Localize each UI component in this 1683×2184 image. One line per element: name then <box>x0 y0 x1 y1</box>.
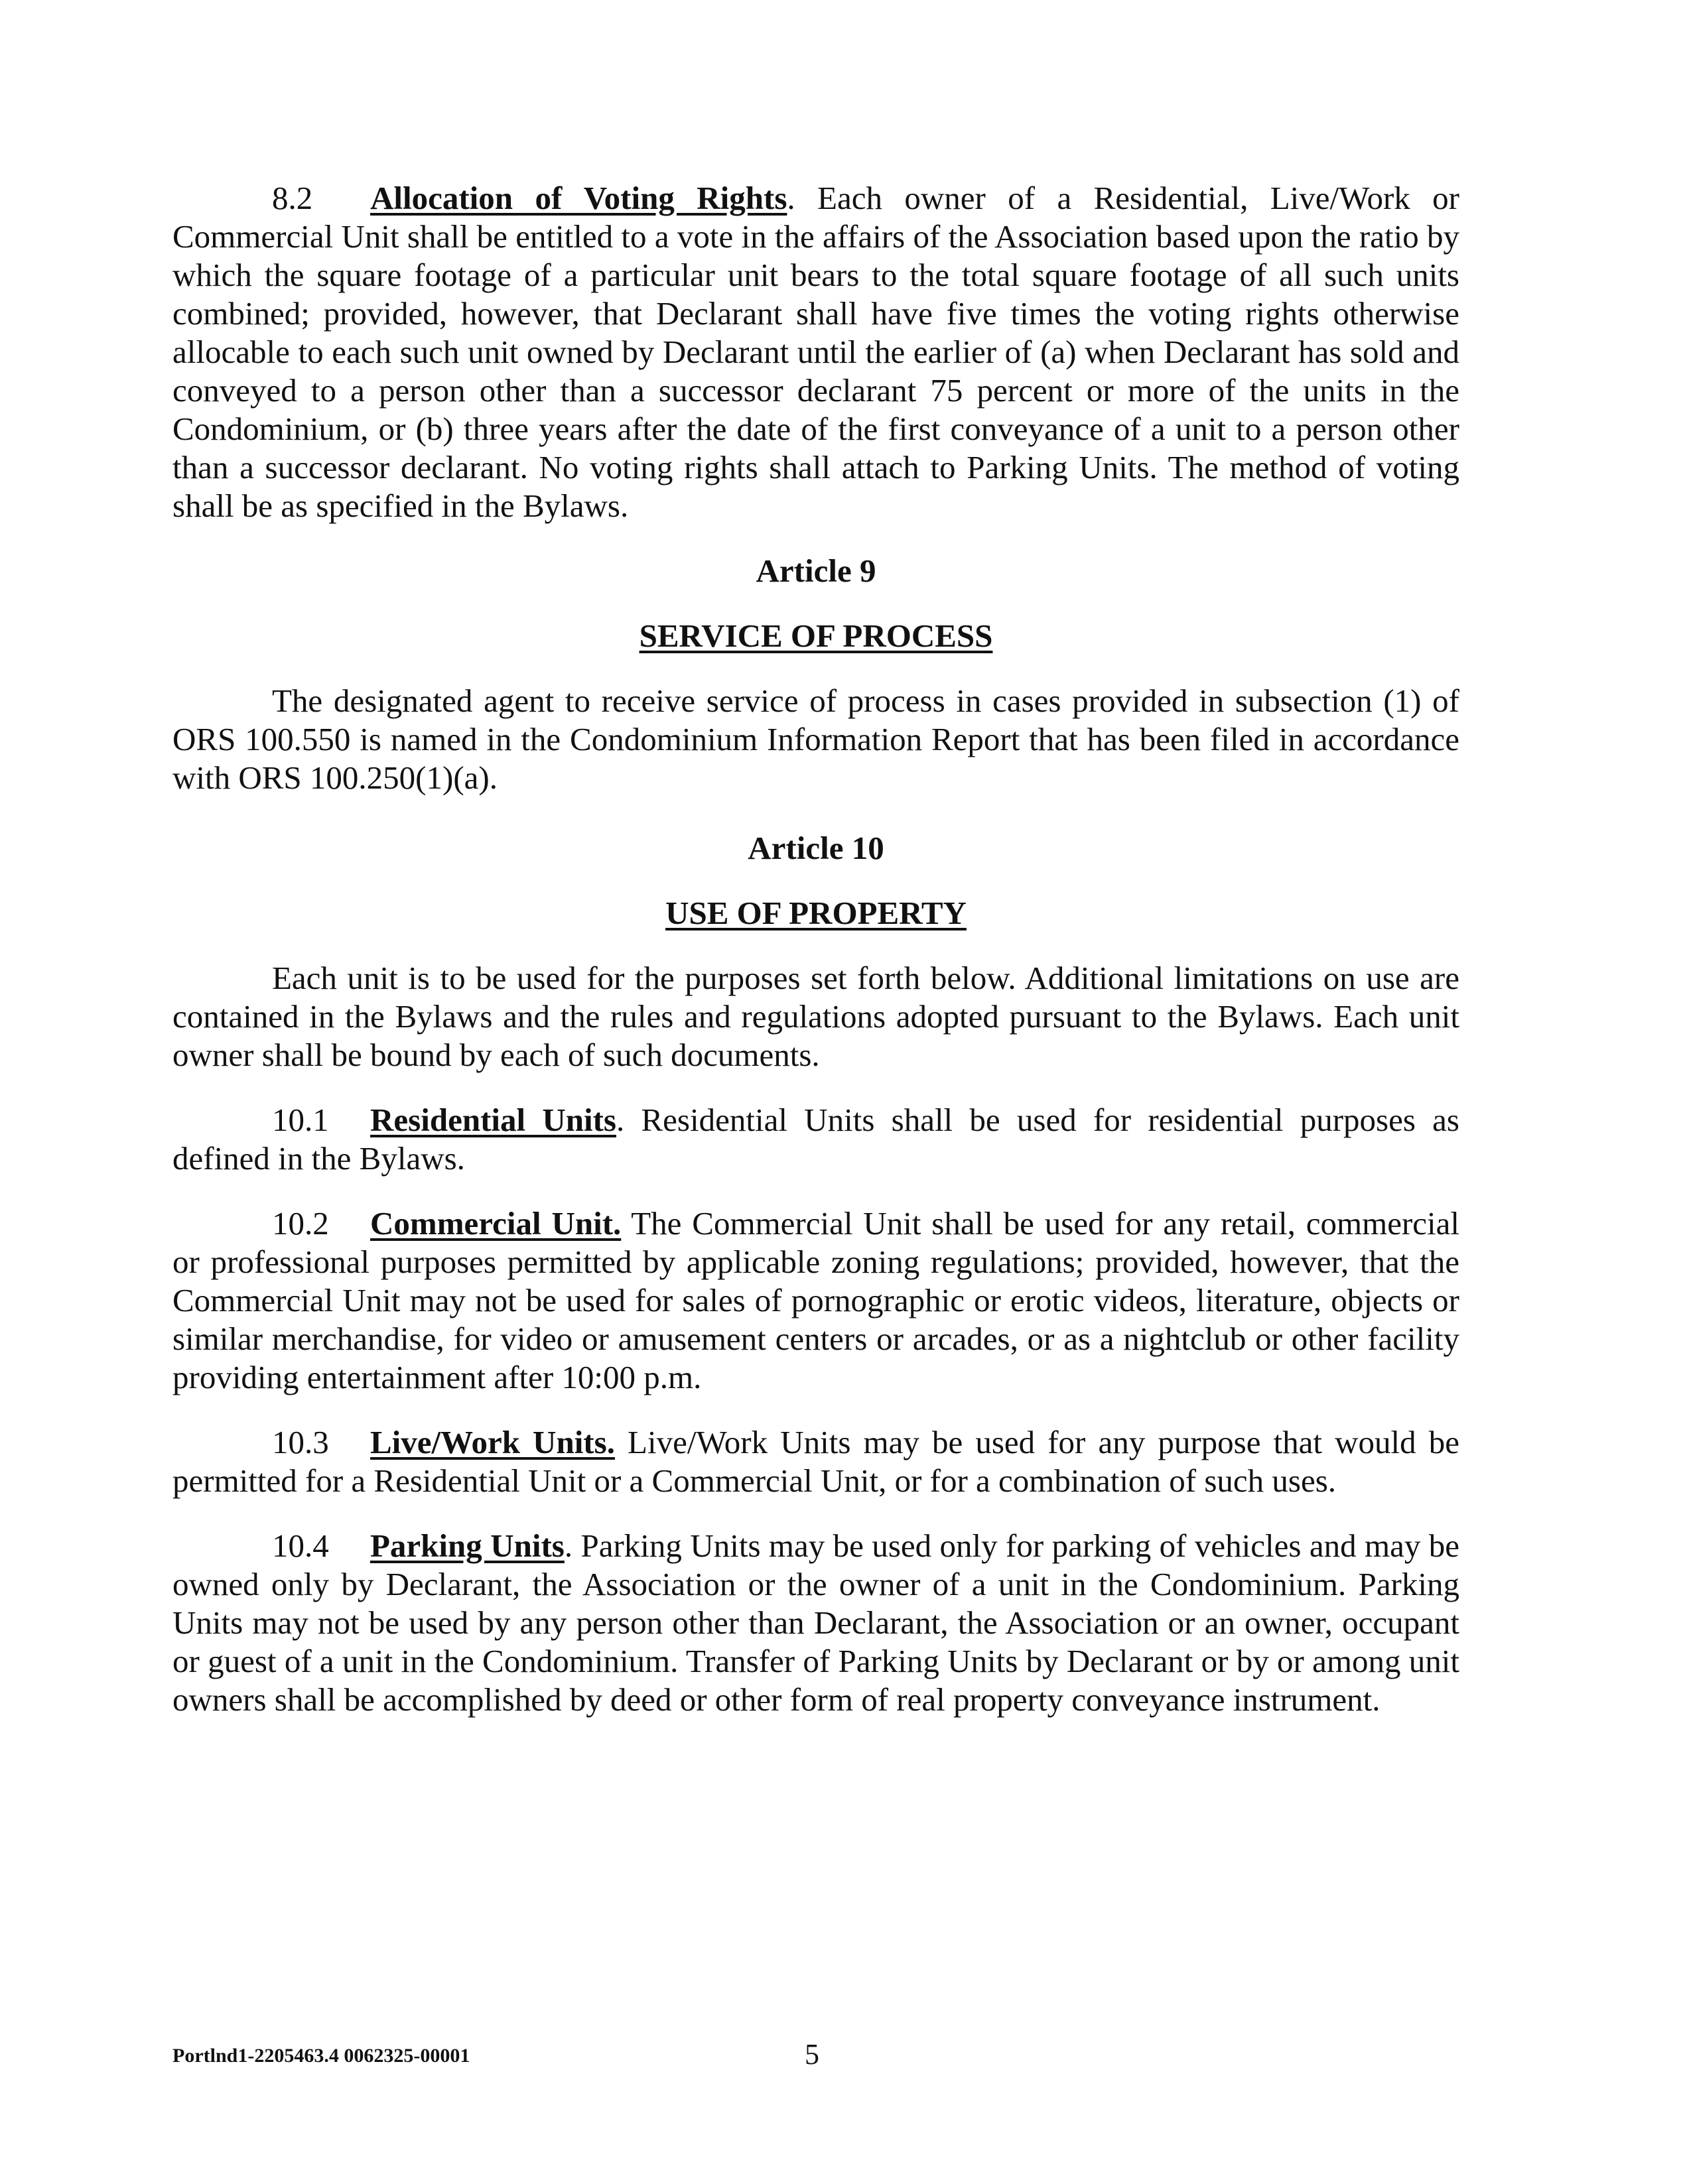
section-10-4 <box>172 1527 1459 1719</box>
footer-document-id: Portlnd1-2205463.4 0062325-00001 <box>172 2045 470 2067</box>
section-body: . Parking Units may be used only for parking of vehicles and may be owned only by Declarant, the Association or the owner of a unit in the Condominium. Parking Units may not be used by any person other than Declarant, the Association or an owner, occupant or guest of a unit in the Condominium. Transfer of Parking Units by Declarant or by or among unit owners shall be accomplished by deed or other form of real property conveyance instrument. <box>172 1527 1459 1718</box>
section-10-1 <box>172 1101 1459 1178</box>
article-10-title: USE OF PROPERTY <box>665 895 967 931</box>
article-10-label: Article 10 <box>748 830 884 866</box>
section-heading: Parking Units <box>370 1527 565 1564</box>
footer-page-number: 5 <box>805 2038 819 2071</box>
article-9-title: SERVICE OF PROCESS <box>639 617 993 654</box>
section-10-2 <box>172 1204 1459 1397</box>
article-10-intro-text: Each unit is to be used for the purposes set forth below. Additional limitations on use are contained in the Bylaws and the rules and regulations adopted pursuant to the Bylaws. Each unit owner shall be bound by each of such documents. <box>172 960 1459 1073</box>
article-9-label: Article 9 <box>756 552 876 589</box>
section-heading: Live/Work Units. <box>370 1424 615 1460</box>
section-heading: Residential Units <box>370 1102 616 1138</box>
section-number: 10.1 <box>272 1102 329 1138</box>
section-body: The Commercial Unit shall be used for any retail, commercial or professional purposes permitted by applicable zoning regulations; provided, however, that the Commercial Unit may not be used for sales of pornographic or erotic videos, literature, objects or similar merchandise, for video or amusement centers or arcades, or as a nightclub or other facility providing entertainment after 10:00 p.m. <box>172 1205 1459 1395</box>
article-9-text: The designated agent to receive service of process in cases provided in subsection (1) of ORS 100.550 is named in the Condominium Information Report that has been filed in accordance with ORS 100.250(1)(a). <box>172 682 1459 796</box>
document-page <box>172 179 1459 1719</box>
section-body: Live/Work Units may be used for any purpose that would be permitted for a Residential Unit or a Commercial Unit, or for a combination of such uses. <box>172 1424 1460 1499</box>
section-number: 8.2 <box>272 180 313 216</box>
article-10-intro <box>172 959 1459 1074</box>
section-10-3 <box>172 1423 1459 1500</box>
section-heading: Allocation of Voting Rights <box>370 180 787 216</box>
section-body: . Residential Units shall be used for residential purposes as defined in the Bylaws. <box>172 1102 1459 1177</box>
section-number: 10.2 <box>272 1205 329 1242</box>
section-number: 10.3 <box>272 1424 329 1460</box>
section-number: 10.4 <box>272 1527 329 1564</box>
section-8-2 <box>172 179 1459 525</box>
article-9-body <box>172 682 1459 797</box>
section-heading: Commercial Unit. <box>370 1205 622 1242</box>
section-body: . Each owner of a Residential, Live/Work or Commercial Unit shall be entitled to a vote in the affairs of the Association based upon the ratio by which the square footage of a particular unit bears to the total square footage of all such units combined; provided, however, that Declarant shall have five times the voting rights otherwise allocable to each such unit owned by Declarant until the earlier of (a) when Declarant has sold and conveyed to a person other than a successor declarant 75 percent or more of the units in the Condominium, or (b) three years after the date of the first conveyance of a unit to a person other than a successor declarant. No voting rights shall attach to Parking Units. The method of voting shall be as specified in the Bylaws. <box>172 180 1460 524</box>
